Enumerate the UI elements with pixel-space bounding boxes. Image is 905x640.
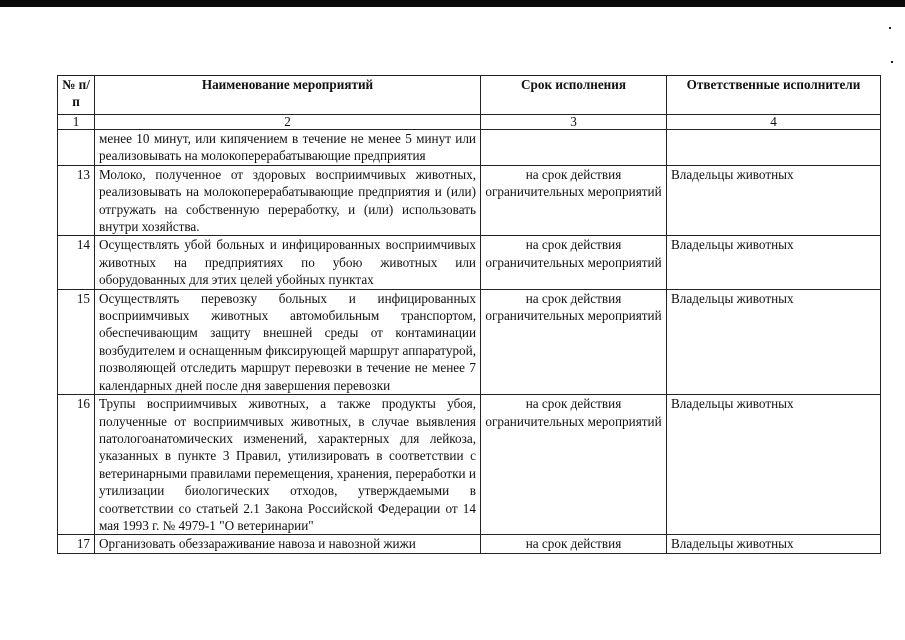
table-row	[58, 165, 881, 236]
responsible-text: Владельцы животных	[667, 289, 881, 394]
scan-top-edge	[0, 0, 905, 7]
term-text: на срок действия ограничительных мероприятий	[481, 395, 667, 535]
header-num: № п/п	[58, 76, 95, 115]
column-number: 1	[58, 115, 95, 130]
responsible-text: Владельцы животных	[667, 236, 881, 289]
measure-text: Молоко, полученное от здоровых восприимчивых животных, реализовывать на молокоперерабатывающие предприятия и (или) отгружать на собственную переработку, и (или) использовать внутри хозяйства.	[95, 165, 481, 236]
row-number	[58, 130, 95, 166]
table-row	[58, 395, 881, 535]
term-text	[481, 130, 667, 166]
measure-text: Осуществлять убой больных и инфицированных восприимчивых животных на предприятиях по убою животных или оборудованных для этих целей убойных пунктах	[95, 236, 481, 289]
table-row	[58, 535, 881, 553]
header-term: Срок исполнения	[481, 76, 667, 115]
responsible-text: Владельцы животных	[667, 395, 881, 535]
row-number: 17	[58, 535, 95, 553]
term-text: на срок действия ограничительных мероприятий	[481, 289, 667, 394]
row-number: 14	[58, 236, 95, 289]
measure-text: Осуществлять перевозку больных и инфицированных восприимчивых животных автомобильным транспортом, обеспечивающим защиту внешней среды от контаминации возбудителем и оснащенным фиксирующей маршрут аппаратурой, позволяющей отследить маршрут перевозки в течение не менее 7 календарных дней после дня завершения перевозки	[95, 289, 481, 394]
column-number-row	[58, 115, 881, 130]
responsible-text: Владельцы животных	[667, 165, 881, 236]
table-row	[58, 236, 881, 289]
measures-table	[57, 75, 881, 554]
term-text: на срок действия	[481, 535, 667, 553]
term-text: на срок действия ограничительных мероприятий	[481, 236, 667, 289]
responsible-text: Владельцы животных	[667, 535, 881, 553]
table-row	[58, 130, 881, 166]
measure-text: Трупы восприимчивых животных, а также продукты убоя, полученные от восприимчивых животных, в случае выявления патологоанатомических изменений, характерных для лейкоза, указанных в пункте 3 Правил, утилизировать в соответствии с ветеринарными правилами перемещения, хранения, переработки и утилизации биологических отходов, утверждаемыми в соответствии со статьей 2.1 Закона Российской Федерации от 14 мая 1993 г. № 4979-1 "О ветеринарии"	[95, 395, 481, 535]
column-number: 4	[667, 115, 881, 130]
column-number: 3	[481, 115, 667, 130]
measure-text: Организовать обеззараживание навоза и навозной жижи	[95, 535, 481, 553]
header-name: Наименование мероприятий	[95, 76, 481, 115]
header-responsible: Ответственные исполнители	[667, 76, 881, 115]
measure-text: менее 10 минут, или кипячением в течение не менее 5 минут или реализовывать на молокоперерабатывающие предприятия	[95, 130, 481, 166]
header-row	[58, 76, 881, 115]
responsible-text	[667, 130, 881, 166]
column-number: 2	[95, 115, 481, 130]
table-row	[58, 289, 881, 394]
row-number: 13	[58, 165, 95, 236]
row-number: 16	[58, 395, 95, 535]
term-text: на срок действия ограничительных мероприятий	[481, 165, 667, 236]
row-number: 15	[58, 289, 95, 394]
